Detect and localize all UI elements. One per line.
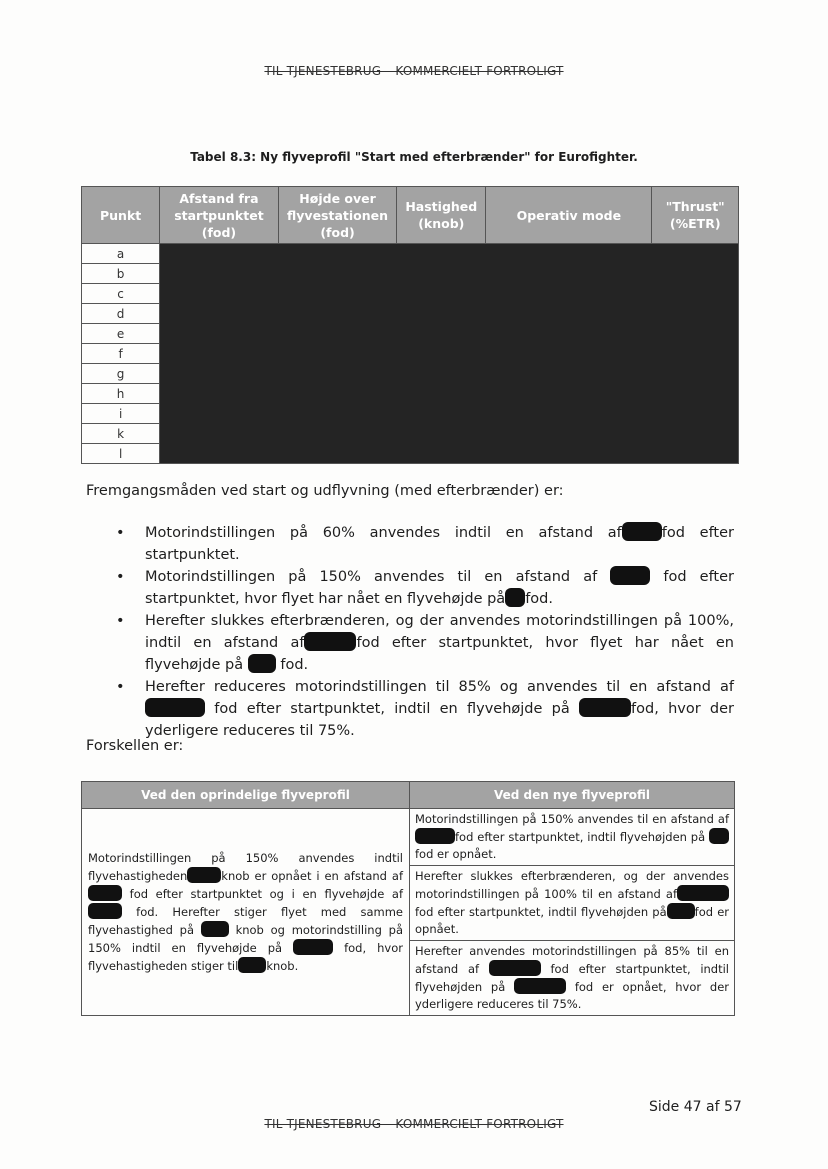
list-item: • Herefter reduceres motorindstillingen til 85% og anvendes til en afstand af fod efter startpunktet, indtil en flyvehøjde på fod, hvor der yderligere reduceres til 75%. <box>116 676 734 742</box>
redaction-mark <box>201 921 229 937</box>
redaction-mark <box>579 698 631 717</box>
difference-intro: Forskellen er: <box>86 738 184 754</box>
redaction-mark <box>489 960 541 976</box>
redaction-mark <box>145 698 205 717</box>
col-header-thrust: "Thrust" (%ETR) <box>652 187 739 244</box>
table-header-row <box>82 187 739 244</box>
table-caption: Tabel 8.3: Ny flyveprofil "Start med efterbrænder" for Eurofighter. <box>190 150 638 164</box>
comparison-header-row <box>82 782 735 809</box>
redaction-mark <box>505 588 525 607</box>
col-header-mode: Operativ mode <box>486 187 652 244</box>
redaction-mark <box>667 903 695 919</box>
redaction-mark <box>709 828 729 844</box>
redaction-mark <box>622 522 662 541</box>
redaction-mark <box>514 978 566 994</box>
redaction-mark <box>610 566 650 585</box>
col-header-height: Højde over flyvestationen (fod) <box>278 187 397 244</box>
page-number: Side 47 af 57 <box>649 1099 742 1115</box>
col-header-distance: Afstand fra startpunktet (fod) <box>160 187 278 244</box>
col-header-speed: Hastighed (knob) <box>397 187 486 244</box>
point-label: i <box>82 404 160 424</box>
footer-classification: TIL TJENESTEBRUG – KOMMERCIELT FORTROLIGT <box>264 1117 564 1131</box>
redaction-mark <box>677 885 729 901</box>
new-profile-text-1: Motorindstillingen på 150% anvendes til en afstand affod efter startpunktet, indtil flyvehøjden på fod er opnået. <box>410 809 735 866</box>
point-label: d <box>82 304 160 324</box>
list-item: • Motorindstillingen på 150% anvendes til en afstand af fod efter startpunktet, hvor flyet har nået en flyvehøjde på fod. <box>116 566 734 610</box>
point-label: a <box>82 244 160 264</box>
redacted-block <box>160 244 739 464</box>
table-row <box>82 244 739 264</box>
redaction-mark <box>238 957 266 973</box>
list-item: • Herefter slukkes efterbrænderen, og der anvendes motorindstillingen på 100%, indtil en afstand af fod efter startpunktet, hvor flyet har nået en flyvehøjde på fod. <box>116 610 734 676</box>
original-profile-text: Motorindstillingen på 150% anvendes indtil flyvehastigheden knob er opnået i en afstand af fod efter startpunktet og i en flyvehøjde af fod. Herefter stiger flyet med samme flyvehastighed på knob og motorindstilling på 150% indtil en flyvehøjde på fod, hvor flyvehastigheden stiger til knob. <box>82 809 410 1016</box>
redaction-mark <box>248 654 276 673</box>
flight-profile-table <box>81 186 739 464</box>
point-label: b <box>82 264 160 284</box>
list-item: • Motorindstillingen på 60% anvendes indtil en afstand af fod efter startpunktet. <box>116 522 734 566</box>
redaction-mark <box>88 903 122 919</box>
point-label: f <box>82 344 160 364</box>
procedure-intro: Fremgangsmåden ved start og udflyvning (med efterbrænder) er: <box>86 483 564 499</box>
redaction-mark <box>187 867 221 883</box>
redaction-mark <box>415 828 455 844</box>
point-label: c <box>82 284 160 304</box>
procedure-list <box>116 522 734 742</box>
point-label: l <box>82 444 160 464</box>
new-profile-text-2: Herefter slukkes efterbrænderen, og der anvendes motorindstillingen på 100% til en afstand af fod efter startpunktet, indtil flyvehøjden på fod er opnået. <box>410 866 735 941</box>
redaction-mark <box>293 939 333 955</box>
point-label: e <box>82 324 160 344</box>
col-header-new: Ved den nye flyveprofil <box>410 782 735 809</box>
col-header-original: Ved den oprindelige flyveprofil <box>82 782 410 809</box>
point-label: k <box>82 424 160 444</box>
point-label: g <box>82 364 160 384</box>
header-classification: TIL TJENESTEBRUG – KOMMERCIELT FORTROLIGT <box>264 64 564 78</box>
col-header-punkt: Punkt <box>82 187 160 244</box>
comparison-table <box>81 781 735 1016</box>
table-row <box>82 809 735 866</box>
new-profile-text-3: Herefter anvendes motorindstillingen på 85% til en afstand af fod efter startpunktet, indtil flyvehøjden på fod er opnået, hvor der yderligere reduceres til 75%. <box>410 941 735 1016</box>
redaction-mark <box>304 632 356 651</box>
redaction-mark <box>88 885 122 901</box>
point-label: h <box>82 384 160 404</box>
